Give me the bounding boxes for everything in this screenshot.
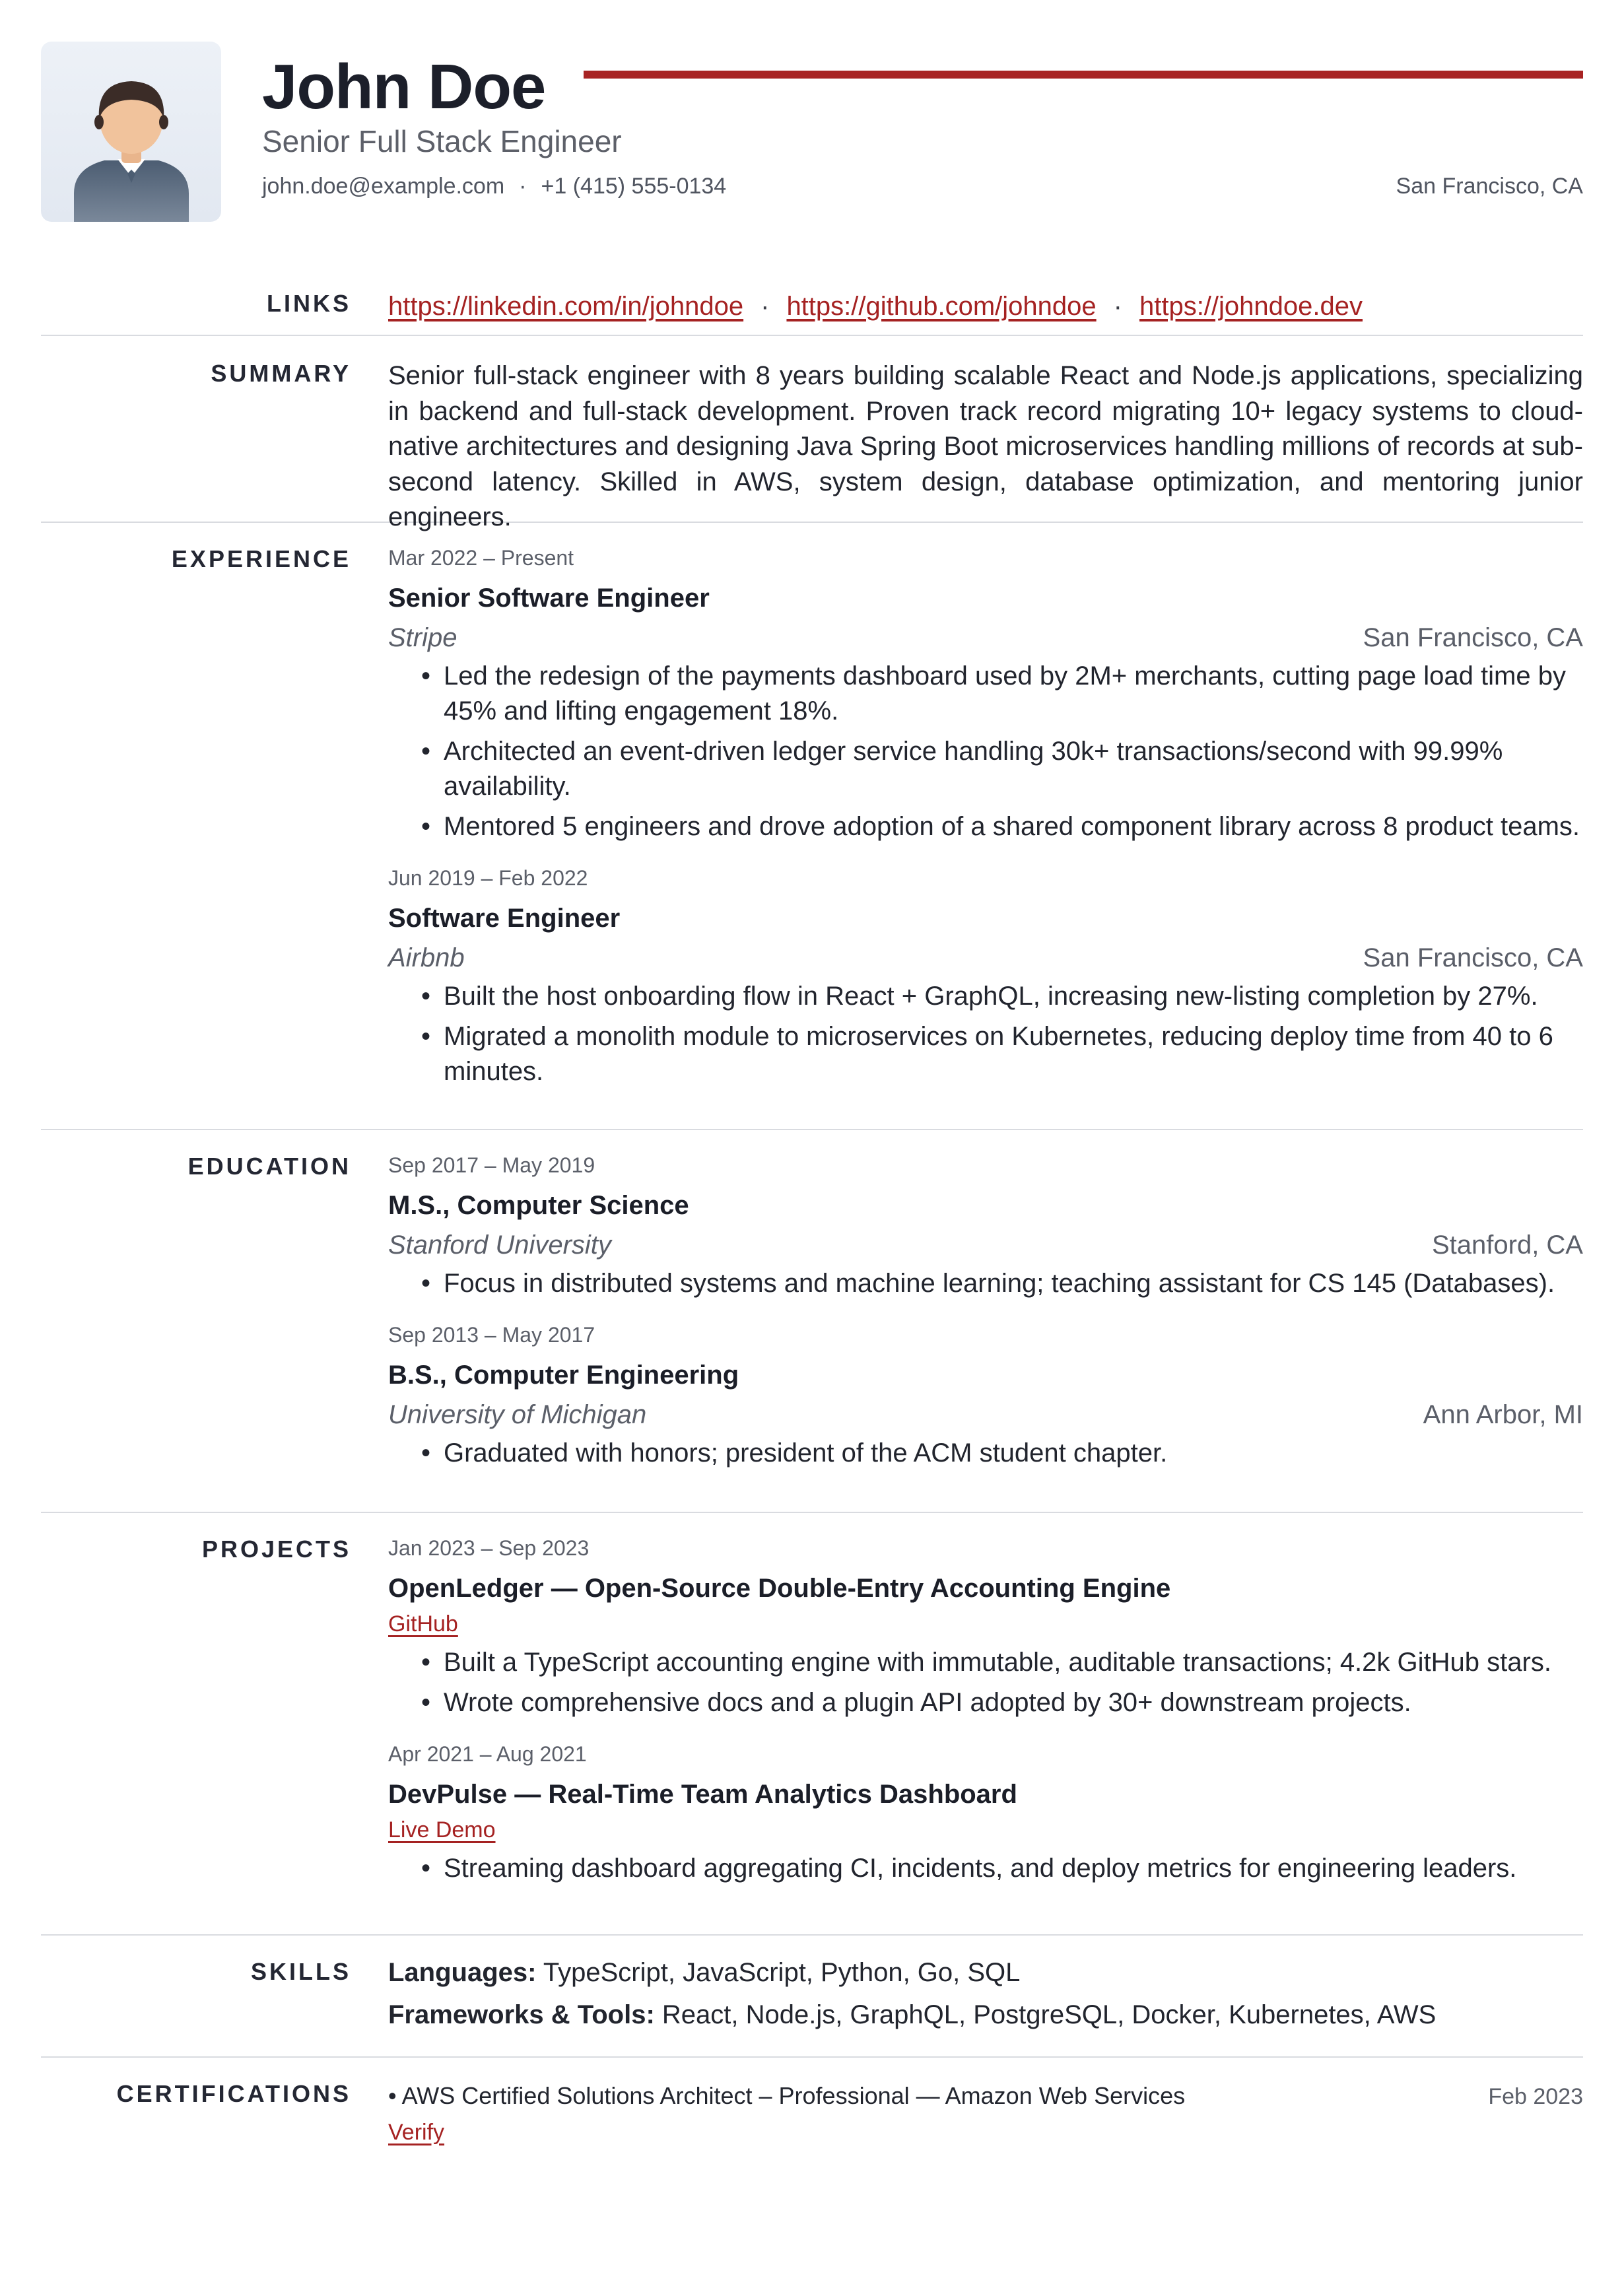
section-label: PROJECTS xyxy=(201,1536,351,1563)
section-label: CERTIFICATIONS xyxy=(116,2080,351,2107)
section-label: EDUCATION xyxy=(187,1153,351,1180)
entry-bullet: • Graduated with honors; president of the ACM student chapter. xyxy=(421,1438,1168,1468)
section-label: SUMMARY xyxy=(211,360,351,387)
entry-bullet: • Built the host onboarding flow in React + GraphQL, increasing new-listing completion by 27%. xyxy=(421,982,1538,1011)
github-link[interactable]: https://github.com/johndoe xyxy=(786,292,1097,321)
link-separator: · xyxy=(1113,292,1122,321)
person-icon xyxy=(41,42,221,222)
entry-org: University of Michigan xyxy=(388,1400,647,1429)
entry-org: Stanford University xyxy=(388,1231,611,1260)
skill-group-values: TypeScript, JavaScript, Python, Go, SQL xyxy=(543,1958,1021,1987)
skill-group xyxy=(388,1951,1583,1994)
entry-bullet: • Mentored 5 engineers and drove adoption of a shared component library across 8 product teams. xyxy=(421,812,1580,841)
section-links xyxy=(41,288,1583,336)
project-link[interactable]: Live Demo xyxy=(388,1817,496,1842)
education-entry xyxy=(388,1321,1583,1471)
entry-dates: Sep 2017 – May 2019 xyxy=(388,1153,595,1177)
section-label: EXPERIENCE xyxy=(171,545,351,572)
section-summary xyxy=(41,336,1583,531)
verify-link[interactable]: Verify xyxy=(388,2120,445,2145)
candidate-name: John Doe xyxy=(262,51,546,122)
entry-title: Senior Software Engineer xyxy=(388,584,710,613)
accent-rule xyxy=(584,71,1583,79)
contact-separator: · xyxy=(519,174,527,199)
phone-text: +1 (415) 555-0134 xyxy=(541,174,727,199)
header-location: San Francisco, CA xyxy=(1396,174,1583,199)
entry-location: San Francisco, CA xyxy=(1363,943,1583,972)
entry-dates: Jun 2019 – Feb 2022 xyxy=(388,866,588,890)
section-label: LINKS xyxy=(267,290,351,317)
links-row xyxy=(388,288,1583,324)
entry-bullet: • Focus in distributed systems and machine learning; teaching assistant for CS 145 (Databases). xyxy=(421,1269,1555,1298)
entry-bullet: • Streaming dashboard aggregating CI, incidents, and deploy metrics for engineering leaders. xyxy=(421,1854,1517,1883)
link-separator: · xyxy=(761,292,770,321)
entry-title: B.S., Computer Engineering xyxy=(388,1361,739,1390)
project-entry xyxy=(388,1740,1583,1886)
entry-bullet: • Architected an event-driven ledger service handling 30k+ transactions/second with 99.99% availability. xyxy=(421,737,1503,801)
experience-entry xyxy=(388,544,1583,844)
entry-location: Stanford, CA xyxy=(1431,1231,1583,1260)
entry-bullet: • Built a TypeScript accounting engine with immutable, auditable transactions; 4.2k GitHub stars. xyxy=(421,1648,1551,1677)
certification-item xyxy=(388,2077,1583,2115)
entry-title: DevPulse — Real-Time Team Analytics Dashboard xyxy=(388,1780,1017,1809)
project-link[interactable]: GitHub xyxy=(388,1611,458,1637)
website-link[interactable]: https://johndoe.dev xyxy=(1139,292,1363,321)
entry-bullet: • Migrated a monolith module to microservices on Kubernetes, reducing deploy time from 40 to 6 minutes. xyxy=(421,1022,1553,1086)
email-text: john.doe@example.com xyxy=(262,174,505,199)
summary-text: Senior full-stack engineer with 8 years building scalable React and Node.js applications, specializing in backend and full-stack development. Proven track record migrating 10+ legacy systems to cloud-native architectures and designing Java Spring Boot microservices handling millions of records at sub-second latency. Skilled in AWS, system design, database optimization, and mentoring junior engineers. xyxy=(388,361,1583,531)
entry-org: Airbnb xyxy=(388,943,465,972)
entry-org: Stripe xyxy=(388,623,457,652)
certification-date: Feb 2023 xyxy=(1488,2084,1583,2109)
resume-header xyxy=(41,42,1583,223)
entry-location: Ann Arbor, MI xyxy=(1423,1400,1583,1429)
section-label: SKILLS xyxy=(250,1958,351,1985)
entry-dates: Mar 2022 – Present xyxy=(388,546,574,570)
entry-title: M.S., Computer Science xyxy=(388,1191,689,1220)
education-entry xyxy=(388,1151,1583,1301)
entry-dates: Sep 2013 – May 2017 xyxy=(388,1323,595,1347)
entry-bullet: • Led the redesign of the payments dashboard used by 2M+ merchants, cutting page load time by 45% and lifting engagement 18%. xyxy=(421,661,1566,726)
avatar xyxy=(41,42,221,222)
section-projects xyxy=(41,1513,1583,1936)
candidate-role: Senior Full Stack Engineer xyxy=(262,124,622,158)
skill-group xyxy=(388,1994,1583,2036)
section-education xyxy=(41,1130,1583,1513)
entry-location: San Francisco, CA xyxy=(1363,623,1583,652)
linkedin-link[interactable]: https://linkedin.com/in/johndoe xyxy=(388,292,744,321)
entry-dates: Apr 2021 – Aug 2021 xyxy=(388,1742,587,1766)
skill-group-name: Languages: xyxy=(388,1958,537,1987)
entry-dates: Jan 2023 – Sep 2023 xyxy=(388,1536,590,1560)
experience-entry xyxy=(388,864,1583,1089)
section-skills xyxy=(41,1936,1583,2058)
contact-line xyxy=(262,172,726,201)
skill-group-values: React, Node.js, GraphQL, PostgreSQL, Docker, Kubernetes, AWS xyxy=(661,2000,1437,2029)
section-experience xyxy=(41,523,1583,1130)
entry-title: OpenLedger — Open-Source Double-Entry Accounting Engine xyxy=(388,1574,1171,1603)
certification-text: • AWS Certified Solutions Architect – Professional — Amazon Web Services xyxy=(388,2082,1186,2109)
section-certifications xyxy=(41,2058,1583,2163)
project-entry xyxy=(388,1534,1583,1720)
entry-title: Software Engineer xyxy=(388,904,621,933)
entry-bullet: • Wrote comprehensive docs and a plugin API adopted by 30+ downstream projects. xyxy=(421,1688,1411,1717)
skill-group-name: Frameworks & Tools: xyxy=(388,2000,655,2029)
